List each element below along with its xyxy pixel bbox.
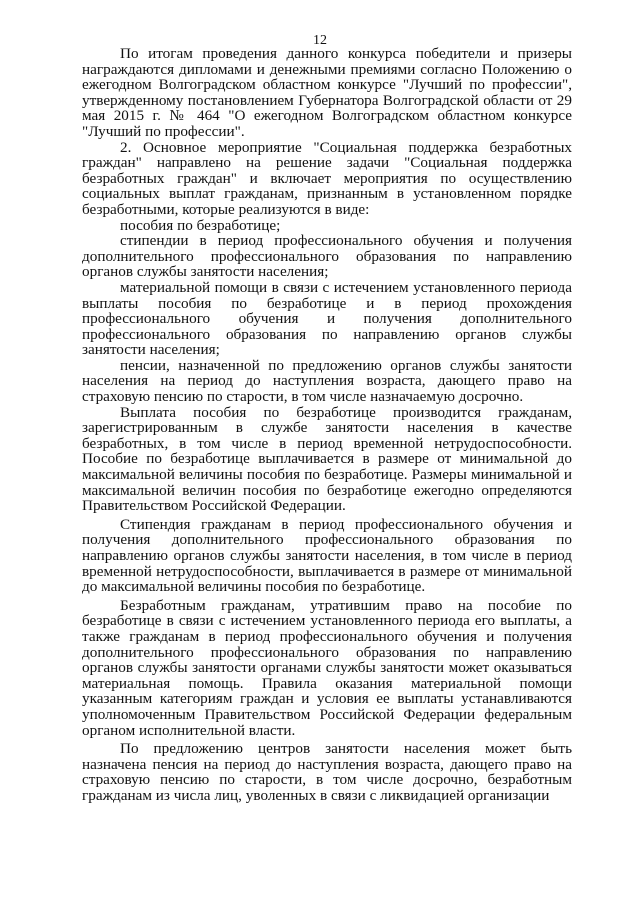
paragraph-early-pension: По предложению центров занятости населения может быть назначена пенсия на период до наступления возраста, дающего право на страховую пенсию по старости, в том числе досрочно, безработным гражданам из числа лиц, уволенных в связи с ликвидацией организации bbox=[82, 740, 572, 804]
paragraph-benefit-payment: Выплата пособия по безработице производится гражданам, зарегистрированным в службе занятости населения в качестве безработных, в том числе в период временной нетрудоспособности. Пособие по безработице выплачивается в размере от минимальной до максимальной величины пособия по безработице. Размеры минимальной и максимальной величин пособия по безработице ежегодно определяются Правительством Российской Федерации. bbox=[82, 403, 572, 515]
paragraph-material-aid: Безработным гражданам, утратившим право на пособие по безработице в связи с истечением установленного периода его выплаты, а также гражданам в период профессионального обучения и получения дополнительного профессионального образования по направлению органов службы занятости органами службы занятости может оказываться материальная помощь. Правила оказания материальной помощи указанным категориям граждан и условия ее выплаты устанавливаются уполномоченным Правительством Российской Федерации федеральным органом исполнительной власти. bbox=[82, 596, 572, 739]
document-body bbox=[82, 46, 572, 804]
list-item-pension: пенсии, назначенной по предложению органов службы занятости населения на период до наступления возраста, дающего право на страховую пенсию по старости, в том числе назначаемую досрочно. bbox=[82, 356, 572, 406]
paragraph-stipend-payment: Стипендия гражданам в период профессионального обучения и получения дополнительного профессионального образования по направлению органов службы занятости населения, в том числе в период временной нетрудоспособности, выплачивается в размере от минимальной до максимальной величины пособия по безработице. bbox=[82, 515, 572, 596]
paragraph-main-activity: 2. Основное мероприятие "Социальная поддержка безработных граждан" направлено на решение задачи "Социальная поддержка безработных граждан" и включает мероприятия по осуществлению социальных выплат гражданам, признанным в установленном порядке безработными, которые реализуются в виде: bbox=[82, 138, 572, 218]
paragraph-contest-results: По итогам проведения данного конкурса победители и призеры награждаются дипломами и денежными премиями согласно Положению о ежегодном Волгоградском областном конкурсе "Лучший по профессии", утвержденному постановлением Губернатора Волгоградской области от 29 мая 2015 г. № 464 "О ежегодном Волгоградском областном конкурсе "Лучший по профессии". bbox=[82, 45, 572, 140]
list-item-unemployment-benefit: пособия по безработице; bbox=[120, 216, 281, 234]
page-number: 12 bbox=[313, 33, 327, 48]
list-item-stipend: стипендии в период профессионального обучения и получения дополнительного профессионального образования по направлению органов службы занятости населения; bbox=[82, 232, 572, 281]
list-item-material-aid: материальной помощи в связи с истечением установленного периода выплаты пособия по безработице и в период прохождения профессионального обучения и получения дополнительного профессионального образования по направлению органов службы занятости населения; bbox=[82, 278, 572, 359]
